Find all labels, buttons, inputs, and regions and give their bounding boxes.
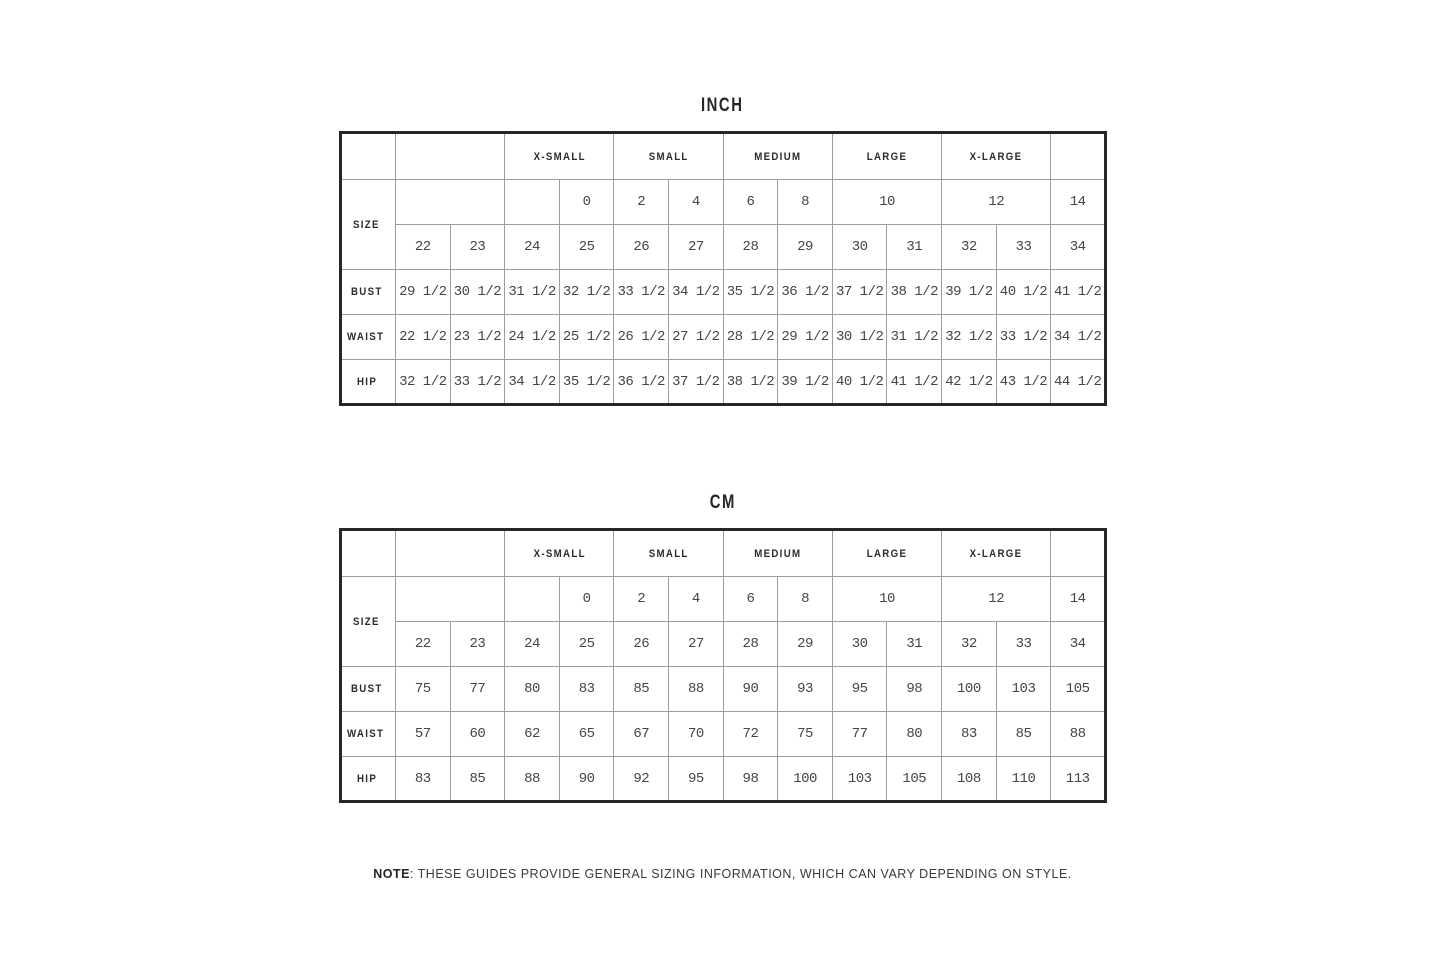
waist-row-label: [341, 712, 396, 757]
empty-cell: [1051, 530, 1106, 577]
waist-value-cell: [778, 315, 833, 360]
waist-row-label-text: WAIST: [347, 728, 385, 740]
numeric-size-cell: [450, 622, 505, 667]
size-group-header-text: LARGE: [866, 150, 908, 163]
inch-table-title: [0, 96, 1445, 115]
bust-row-label: [341, 270, 396, 315]
waist-value-cell-text: 33 1/2: [999, 329, 1048, 345]
bust-value-cell-text: 37 1/2: [835, 284, 884, 300]
us-size-cell: [723, 180, 778, 225]
bust-row-label-text: BUST: [350, 683, 383, 695]
hip-value-cell-text: 33 1/2: [453, 373, 502, 390]
size-group-header: [505, 133, 614, 180]
size-group-header: [832, 133, 941, 180]
bust-value-cell-text: 83: [578, 681, 595, 697]
numeric-size-cell: [396, 622, 451, 667]
bust-value-cell: [450, 270, 505, 315]
waist-value-cell-text: 85: [1015, 726, 1032, 742]
hip-value-cell-text: 83: [414, 770, 431, 787]
size-row-label: [341, 577, 396, 667]
size-group-header-text: SMALL: [648, 150, 689, 163]
bust-value-cell: [559, 667, 614, 712]
bust-value-cell: [887, 270, 942, 315]
bust-value-cell-text: 85: [633, 681, 650, 697]
waist-value-cell: [996, 315, 1051, 360]
waist-value-cell: [1051, 712, 1106, 757]
hip-value-cell: [1051, 360, 1106, 405]
numeric-size-cell-text: 29: [797, 239, 813, 255]
hip-value-cell: [1051, 757, 1106, 802]
hip-value-cell-text: 92: [633, 770, 650, 787]
us-size-cell-text: 12: [988, 591, 1005, 607]
hip-row-label: [341, 757, 396, 802]
hip-value-cell: [505, 360, 560, 405]
waist-value-cell-text: 22 1/2: [399, 329, 447, 345]
numeric-size-cell: [614, 225, 669, 270]
sizing-note-label: NOTE: [373, 867, 410, 881]
waist-value-cell: [1051, 315, 1106, 360]
bust-value-cell-text: 105: [1065, 681, 1090, 697]
bust-value-cell-text: 40 1/2: [999, 284, 1048, 300]
waist-value-cell: [450, 712, 505, 757]
bust-value-cell-text: 29 1/2: [399, 284, 447, 300]
bust-value-cell: [942, 270, 997, 315]
bust-value-cell-text: 80: [524, 681, 540, 697]
numeric-size-cell: [396, 225, 451, 270]
us-size-cell-text: 4: [691, 591, 700, 607]
bust-value-cell: [559, 270, 614, 315]
waist-value-cell: [614, 712, 669, 757]
numeric-size-cell: [832, 225, 887, 270]
waist-value-cell-text: 26 1/2: [617, 329, 665, 345]
numeric-size-cell-text: 26: [633, 636, 650, 652]
us-size-cell: [559, 577, 614, 622]
bust-value-cell-text: 33 1/2: [617, 284, 665, 300]
waist-value-cell: [505, 712, 560, 757]
numeric-size-cell-text: 31: [906, 239, 923, 255]
size-row-label-text: SIZE: [353, 218, 381, 231]
numeric-size-cell: [559, 225, 614, 270]
hip-value-cell: [778, 360, 833, 405]
numeric-size-cell-text: 22: [414, 239, 431, 255]
us-size-cell: [1051, 577, 1106, 622]
empty-cell: [341, 133, 396, 180]
numeric-size-cell-text: 26: [633, 239, 650, 255]
us-size-cell-text: 14: [1069, 591, 1086, 607]
us-size-cell: [669, 180, 724, 225]
numeric-size-cell-text: 33: [1015, 239, 1032, 255]
numeric-size-cell-text: 31: [906, 636, 923, 652]
us-size-cell-text: 0: [582, 591, 591, 607]
hip-value-cell: [996, 757, 1051, 802]
waist-value-cell-text: 72: [742, 726, 759, 742]
size-group-header: [505, 530, 614, 577]
bust-value-cell-text: 75: [414, 681, 431, 697]
waist-value-cell: [396, 712, 451, 757]
numeric-size-cell: [1051, 622, 1106, 667]
us-size-cell: [832, 180, 941, 225]
us-size-cell: [723, 577, 778, 622]
waist-value-cell: [723, 712, 778, 757]
size-group-header: [614, 133, 723, 180]
size-group-header: [723, 133, 832, 180]
size-group-header-text: X-SMALL: [533, 547, 586, 560]
numeric-size-cell-text: 34: [1069, 239, 1086, 255]
hip-value-cell-text: 85: [469, 770, 486, 787]
size-group-header-text: X-LARGE: [969, 150, 1023, 163]
numeric-size-cell-text: 24: [524, 636, 540, 652]
waist-value-cell-text: 24 1/2: [508, 329, 556, 345]
bust-value-cell: [778, 667, 833, 712]
bust-value-cell-text: 95: [851, 681, 868, 697]
waist-value-cell: [942, 315, 997, 360]
empty-cell: [396, 180, 505, 225]
hip-value-cell-text: 36 1/2: [617, 373, 665, 390]
hip-value-cell: [723, 360, 778, 405]
numeric-size-cell-text: 34: [1069, 636, 1086, 652]
bust-value-cell-text: 98: [906, 681, 923, 697]
hip-value-cell: [942, 757, 997, 802]
numeric-size-cell: [669, 225, 724, 270]
numeric-size-cell: [450, 225, 505, 270]
waist-value-cell-text: 27 1/2: [672, 329, 720, 345]
numeric-size-cell: [614, 622, 669, 667]
bust-value-cell-text: 32 1/2: [562, 284, 611, 300]
numeric-size-cell: [942, 622, 997, 667]
us-size-cell-text: 2: [637, 591, 646, 607]
size-group-header: [614, 530, 723, 577]
waist-value-cell-text: 75: [797, 726, 813, 742]
hip-value-cell: [559, 360, 614, 405]
bust-value-cell-text: 41 1/2: [1053, 284, 1102, 300]
hip-value-cell: [450, 757, 505, 802]
hip-value-cell-text: 95: [687, 770, 704, 787]
inch-size-table: [339, 131, 1107, 406]
hip-value-cell: [832, 360, 887, 405]
hip-value-cell-text: 103: [847, 770, 872, 787]
waist-value-cell-text: 70: [687, 726, 704, 742]
bust-value-cell-text: 39 1/2: [945, 284, 993, 300]
bust-value-cell-text: 88: [687, 681, 704, 697]
bust-value-cell: [450, 667, 505, 712]
empty-cell: [396, 530, 505, 577]
numeric-size-cell: [942, 225, 997, 270]
bust-value-cell: [723, 667, 778, 712]
hip-value-cell-text: 38 1/2: [726, 373, 775, 390]
size-group-header-text: MEDIUM: [754, 547, 802, 560]
bust-value-cell: [1051, 667, 1106, 712]
size-group-header: [723, 530, 832, 577]
numeric-size-cell: [996, 622, 1051, 667]
size-group-header-text: X-LARGE: [969, 547, 1023, 560]
bust-value-cell: [614, 270, 669, 315]
waist-value-cell: [614, 315, 669, 360]
bust-row-label: [341, 667, 396, 712]
bust-value-cell-text: 93: [797, 681, 813, 697]
us-size-cell: [778, 180, 833, 225]
waist-value-cell: [832, 315, 887, 360]
us-size-cell: [942, 577, 1051, 622]
inch-table-title-text: INCH: [701, 95, 744, 116]
hip-value-cell: [996, 360, 1051, 405]
waist-value-cell-text: 80: [906, 726, 923, 742]
size-group-header-text: SMALL: [648, 547, 689, 560]
waist-value-cell-text: 57: [414, 726, 431, 742]
hip-value-cell: [669, 757, 724, 802]
hip-value-cell: [505, 757, 560, 802]
bust-value-cell-text: 103: [1011, 681, 1036, 697]
numeric-size-cell-text: 28: [742, 636, 759, 652]
bust-value-cell: [723, 270, 778, 315]
hip-row-label-text: HIP: [357, 375, 378, 388]
waist-value-cell-text: 30 1/2: [835, 329, 884, 345]
us-size-cell: [778, 577, 833, 622]
hip-value-cell-text: 40 1/2: [835, 373, 884, 390]
waist-value-cell-text: 77: [851, 726, 868, 742]
bust-value-cell: [505, 270, 560, 315]
numeric-size-cell: [778, 225, 833, 270]
bust-value-cell-text: 77: [469, 681, 486, 697]
waist-value-cell-text: 88: [1069, 726, 1086, 742]
numeric-size-cell: [1051, 225, 1106, 270]
hip-value-cell-text: 43 1/2: [999, 373, 1048, 390]
us-size-cell: [832, 577, 941, 622]
hip-value-cell-text: 35 1/2: [562, 373, 611, 390]
bust-value-cell-text: 31 1/2: [508, 284, 556, 300]
size-group-header: [942, 530, 1051, 577]
bust-value-cell-text: 38 1/2: [890, 284, 938, 300]
empty-cell: [1051, 133, 1106, 180]
waist-value-cell: [450, 315, 505, 360]
us-size-cell: [669, 577, 724, 622]
hip-value-cell: [614, 757, 669, 802]
hip-value-cell: [450, 360, 505, 405]
us-size-cell-text: 8: [801, 194, 810, 210]
numeric-size-cell-text: 28: [742, 239, 759, 255]
numeric-size-cell-text: 25: [578, 239, 595, 255]
us-size-cell: [614, 577, 669, 622]
bust-value-cell: [996, 667, 1051, 712]
numeric-size-cell-text: 23: [469, 239, 486, 255]
waist-value-cell: [396, 315, 451, 360]
hip-value-cell-text: 44 1/2: [1053, 373, 1102, 390]
hip-value-cell-text: 37 1/2: [672, 373, 720, 390]
hip-value-cell-text: 108: [957, 770, 981, 787]
numeric-size-cell-text: 30: [851, 636, 868, 652]
waist-value-cell: [559, 315, 614, 360]
hip-value-cell-text: 105: [902, 770, 927, 787]
hip-value-cell-text: 113: [1065, 770, 1090, 787]
hip-value-cell: [396, 757, 451, 802]
waist-value-cell: [832, 712, 887, 757]
bust-value-cell: [996, 270, 1051, 315]
numeric-size-cell: [723, 622, 778, 667]
waist-value-cell-text: 67: [633, 726, 650, 742]
empty-cell: [341, 530, 396, 577]
cm-size-table: [339, 528, 1107, 803]
waist-value-cell: [723, 315, 778, 360]
waist-value-cell-text: 28 1/2: [726, 329, 775, 345]
hip-value-cell: [559, 757, 614, 802]
hip-value-cell: [942, 360, 997, 405]
numeric-size-cell-text: 27: [687, 636, 704, 652]
hip-value-cell-text: 90: [578, 770, 595, 787]
hip-value-cell-text: 110: [1011, 770, 1036, 787]
waist-value-cell-text: 62: [524, 726, 540, 742]
waist-value-cell-text: 31 1/2: [890, 329, 938, 345]
numeric-size-cell: [669, 622, 724, 667]
waist-value-cell-text: 32 1/2: [945, 329, 993, 345]
hip-value-cell: [614, 360, 669, 405]
us-size-cell-text: 6: [746, 194, 755, 210]
us-size-cell: [1051, 180, 1106, 225]
size-row-label-text: SIZE: [353, 615, 381, 628]
numeric-size-cell: [505, 225, 560, 270]
waist-value-cell: [669, 315, 724, 360]
numeric-size-cell: [887, 622, 942, 667]
waist-value-cell-text: 25 1/2: [562, 329, 611, 345]
empty-cell: [505, 180, 560, 225]
bust-value-cell-text: 34 1/2: [672, 284, 720, 300]
size-row-label: [341, 180, 396, 270]
bust-value-cell: [832, 667, 887, 712]
bust-value-cell: [396, 667, 451, 712]
size-group-header-text: MEDIUM: [754, 150, 802, 163]
bust-value-cell-text: 36 1/2: [781, 284, 829, 300]
us-size-cell-text: 10: [879, 591, 895, 607]
sizing-note-text: : THESE GUIDES PROVIDE GENERAL SIZING INFORMATION, WHICH CAN VARY DEPENDING ON STYLE.: [409, 867, 1072, 881]
us-size-cell-text: 4: [691, 194, 700, 210]
bust-value-cell-text: 30 1/2: [453, 284, 502, 300]
waist-value-cell: [778, 712, 833, 757]
hip-value-cell: [669, 360, 724, 405]
waist-value-cell-text: 60: [469, 726, 486, 742]
cm-table-title: [0, 493, 1445, 512]
us-size-cell: [614, 180, 669, 225]
us-size-cell-text: 8: [801, 591, 810, 607]
us-size-cell: [559, 180, 614, 225]
numeric-size-cell: [996, 225, 1051, 270]
hip-value-cell: [778, 757, 833, 802]
hip-row-label: [341, 360, 396, 405]
waist-value-cell-text: 29 1/2: [781, 329, 829, 345]
waist-row-label: [341, 315, 396, 360]
us-size-cell: [942, 180, 1051, 225]
bust-value-cell: [778, 270, 833, 315]
empty-cell: [396, 577, 505, 622]
hip-value-cell-text: 42 1/2: [945, 373, 993, 390]
size-group-header-text: X-SMALL: [533, 150, 586, 163]
bust-value-cell-text: 35 1/2: [726, 284, 775, 300]
waist-value-cell: [559, 712, 614, 757]
hip-value-cell-text: 39 1/2: [781, 373, 829, 390]
bust-value-cell: [614, 667, 669, 712]
numeric-size-cell-text: 33: [1015, 636, 1032, 652]
hip-value-cell: [887, 757, 942, 802]
hip-value-cell-text: 88: [524, 770, 540, 787]
size-group-header-text: LARGE: [866, 547, 908, 560]
numeric-size-cell: [723, 225, 778, 270]
bust-value-cell: [887, 667, 942, 712]
numeric-size-cell: [778, 622, 833, 667]
us-size-cell-text: 12: [988, 194, 1005, 210]
empty-cell: [505, 577, 560, 622]
size-group-header: [942, 133, 1051, 180]
bust-value-cell: [832, 270, 887, 315]
bust-value-cell: [396, 270, 451, 315]
hip-value-cell: [832, 757, 887, 802]
waist-value-cell: [887, 712, 942, 757]
hip-value-cell: [396, 360, 451, 405]
bust-value-cell: [669, 667, 724, 712]
bust-value-cell-text: 90: [742, 681, 759, 697]
us-size-cell-text: 2: [637, 194, 646, 210]
bust-value-cell: [669, 270, 724, 315]
waist-value-cell: [505, 315, 560, 360]
hip-row-label-text: HIP: [357, 772, 378, 785]
hip-value-cell: [887, 360, 942, 405]
us-size-cell-text: 0: [582, 194, 591, 210]
numeric-size-cell-text: 25: [578, 636, 595, 652]
waist-value-cell-text: 83: [960, 726, 977, 742]
us-size-cell-text: 6: [746, 591, 755, 607]
empty-cell: [396, 133, 505, 180]
cm-table-title-text: CM: [709, 492, 736, 513]
bust-value-cell: [942, 667, 997, 712]
waist-value-cell: [942, 712, 997, 757]
numeric-size-cell-text: 32: [960, 239, 977, 255]
waist-value-cell: [669, 712, 724, 757]
bust-value-cell-text: 100: [957, 681, 981, 697]
waist-value-cell-text: 34 1/2: [1053, 329, 1102, 345]
hip-value-cell-text: 98: [742, 770, 759, 787]
waist-value-cell-text: 23 1/2: [453, 329, 502, 345]
numeric-size-cell-text: 24: [524, 239, 540, 255]
waist-value-cell-text: 65: [578, 726, 595, 742]
hip-value-cell-text: 100: [793, 770, 817, 787]
waist-value-cell: [996, 712, 1051, 757]
sizing-note: [0, 866, 1445, 883]
bust-value-cell: [505, 667, 560, 712]
hip-value-cell-text: 41 1/2: [890, 373, 938, 390]
waist-value-cell: [887, 315, 942, 360]
size-group-header: [832, 530, 941, 577]
numeric-size-cell: [832, 622, 887, 667]
us-size-cell-text: 14: [1069, 194, 1086, 210]
numeric-size-cell: [559, 622, 614, 667]
numeric-size-cell: [505, 622, 560, 667]
numeric-size-cell-text: 30: [851, 239, 868, 255]
hip-value-cell-text: 34 1/2: [508, 373, 556, 390]
numeric-size-cell-text: 27: [687, 239, 704, 255]
hip-value-cell: [723, 757, 778, 802]
bust-value-cell: [1051, 270, 1106, 315]
waist-row-label-text: WAIST: [347, 331, 385, 343]
bust-row-label-text: BUST: [350, 286, 383, 298]
numeric-size-cell-text: 32: [960, 636, 977, 652]
numeric-size-cell-text: 22: [414, 636, 431, 652]
hip-value-cell-text: 32 1/2: [399, 373, 447, 390]
numeric-size-cell: [887, 225, 942, 270]
us-size-cell-text: 10: [879, 194, 895, 210]
numeric-size-cell-text: 23: [469, 636, 486, 652]
numeric-size-cell-text: 29: [797, 636, 813, 652]
